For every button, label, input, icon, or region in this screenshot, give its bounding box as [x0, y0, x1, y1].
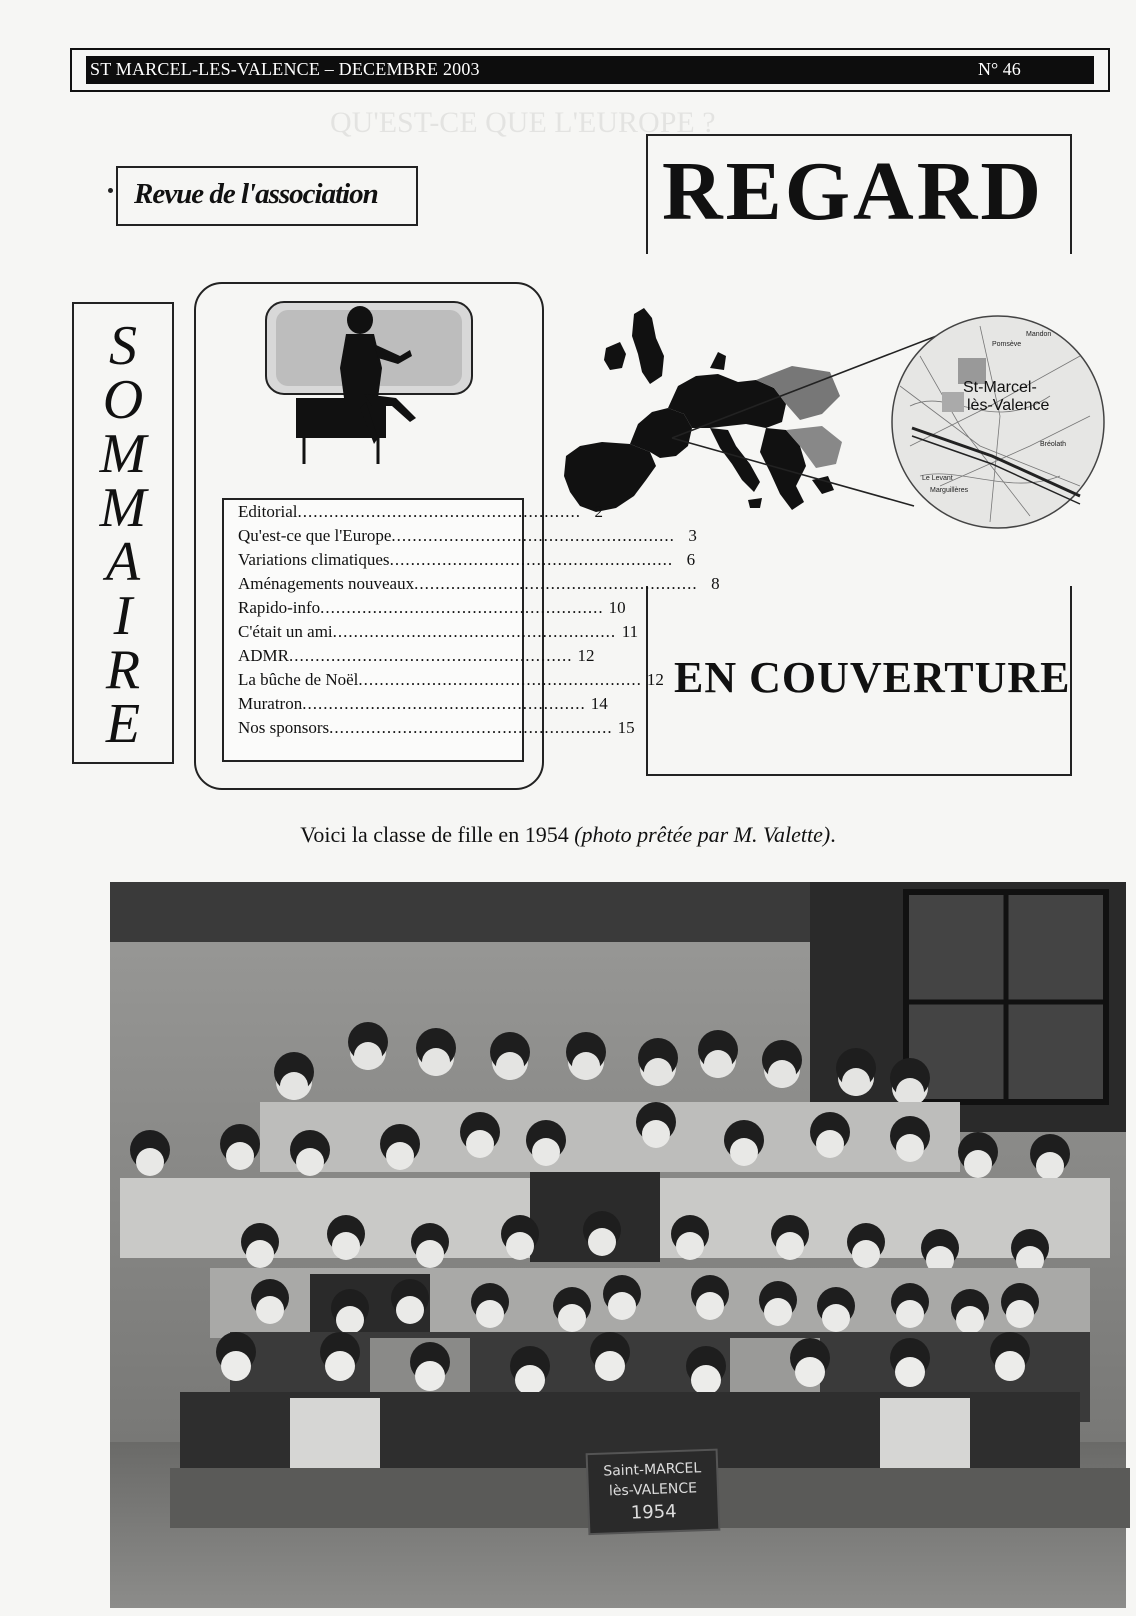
toc-entry: Rapido-info ...................................................... 10 [238, 598, 626, 617]
europe-map-illustration [560, 296, 1100, 536]
teacher-silhouette-illustration [260, 298, 480, 468]
map-place-line2: lès-Valence [967, 397, 1050, 414]
bleed-through-heading: QU'EST-CE QUE L'EUROPE ? [330, 106, 716, 139]
toc-entry-page: 11 [621, 622, 639, 641]
toc-entry: C'était un ami ...................................................... 11 [238, 622, 639, 641]
toc-entry-page: 12 [646, 670, 664, 689]
sommaire-letter: E [105, 693, 141, 755]
toc-entry-title: Editorial [238, 502, 298, 521]
map-label-pomseve: Pomsève [992, 341, 1022, 348]
photo-caption [0, 822, 1136, 848]
map-label-mandon: Mandon [1026, 331, 1052, 338]
magazine-title: REGARD [662, 145, 1045, 238]
cover-label: EN COUVERTURE [674, 653, 1071, 702]
map-label-marguilleres: Marguillères [930, 487, 969, 494]
toc-entry-title: La bûche de Noël [238, 670, 359, 689]
map-label-breolath: Bréolath [1040, 441, 1067, 448]
toc-entry: Aménagements nouveaux ...................................................... 8 [238, 574, 720, 593]
class-photo-image [110, 882, 1126, 1608]
toc-entry: Qu'est-ce que l'Europe ...................................................... 3 [238, 526, 697, 545]
toc-entry-title: Muratron [238, 694, 303, 713]
toc-entry-title: Variations climatiques [238, 550, 390, 569]
revue-label: Revue de l'association [134, 178, 378, 210]
class-photo-1954 [110, 882, 1126, 1608]
toc-entry-page: 3 [688, 526, 697, 545]
toc-entry-title: Nos sponsors [238, 718, 330, 737]
sommaire-letter: M [99, 423, 147, 485]
map-place-line1: St-Marcel- [963, 379, 1037, 396]
issue-number: N° 46 [978, 59, 1021, 79]
toc-entry: Muratron ...................................................... 14 [238, 694, 608, 713]
toc-entry-title: ADMR [238, 646, 290, 665]
plaque-year: 1954 [630, 1501, 677, 1524]
toc-entry-page: 8 [711, 574, 720, 593]
toc-entry: Variations climatiques ...................................................... 6 [238, 550, 696, 569]
sommaire-letter: M [99, 477, 147, 539]
toc-entry-page: 2 [594, 502, 603, 521]
sommaire-letter: S [109, 315, 137, 377]
caption-end: . [830, 822, 836, 847]
sommaire-letter: R [105, 639, 141, 701]
map-label-levant: Le Levant [922, 475, 953, 482]
class-plaque [587, 1450, 720, 1534]
bullet-mark [108, 188, 113, 193]
toc-entry-page: 14 [590, 694, 608, 713]
toc-entry: Editorial ...................................................... 2 [238, 502, 603, 521]
toc-entry-title: Rapido-info [238, 598, 321, 617]
toc-entry-page: 12 [577, 646, 595, 665]
caption-credit: (photo prêtée par M. Valette) [574, 822, 831, 847]
toc-entry-page: 15 [617, 718, 635, 737]
toc-entry-page: 6 [686, 550, 696, 569]
plaque-line2: lès-VALENCE [608, 1480, 698, 1500]
sommaire-letter: O [102, 369, 144, 431]
header-location-date: ST MARCEL-LES-VALENCE – DECEMBRE 2003 [90, 59, 480, 79]
sommaire-letter: I [113, 585, 133, 647]
sommaire-letter: A [105, 531, 141, 593]
caption-main: Voici la classe de fille en 1954 [300, 822, 575, 847]
toc-entry-title: C'était un ami [238, 622, 333, 641]
toc-entry: La bûche de Noël ...................................................... 12 [238, 670, 664, 689]
toc-entry-page: 10 [608, 598, 626, 617]
toc-entry: Nos sponsors ...................................................... 15 [238, 718, 635, 737]
toc-entry: ADMR ...................................................... 12 [238, 646, 595, 665]
plaque-line1: Saint-MARCEL [603, 1460, 702, 1480]
toc-entry-title: Qu'est-ce que l'Europe [238, 526, 392, 545]
toc-entry-title: Aménagements nouveaux [238, 574, 415, 593]
